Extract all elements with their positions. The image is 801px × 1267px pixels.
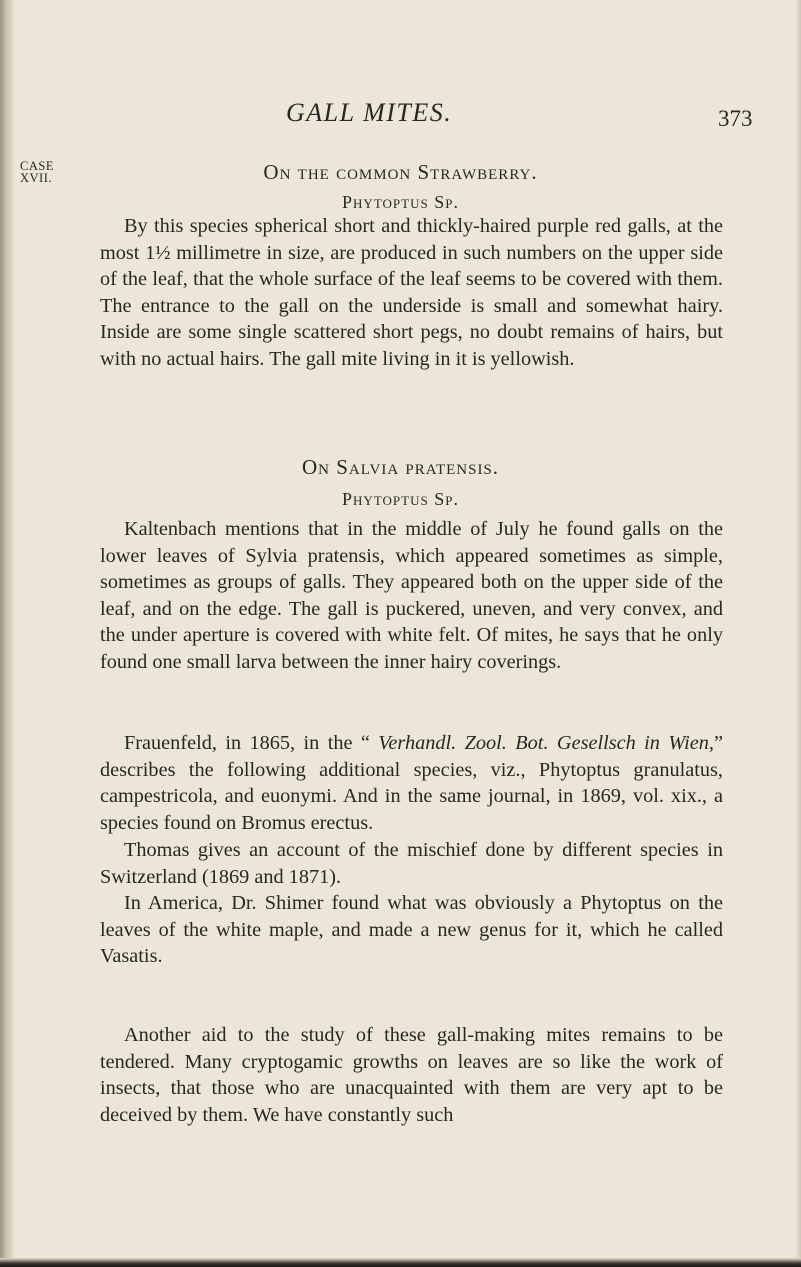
- paragraph-salvia-3: Thomas gives an account of the mischief done by different species in Switzerland (1869 and 1871).: [100, 839, 723, 888]
- section-title-strawberry: On the common Strawberry.: [263, 160, 538, 184]
- paragraph-salvia-4: In America, Dr. Shimer found what was obviously a Phytoptus on the leaves of the white maple, and made a new genus for it, which he called Vasatis.: [100, 892, 723, 968]
- section-subtitle-strawberry: Phytoptus Sp.: [342, 192, 459, 212]
- page-edge-shadow: [795, 0, 801, 1267]
- paragraph-salvia-2: [100, 730, 723, 836]
- paragraph-salvia-1: Kaltenbach mentions that in the middle of July he found galls on the lower leaves of Sylvia pratensis, which appeared sometimes as simple, sometimes as groups of galls. They appeared both on the upper side of the leaf, and on the edge. The gall is puckered, uneven, and very convex, and the under aperture is covered with white felt. Of mites, he says that he only found one small larva between the inner hairy coverings.: [100, 518, 723, 673]
- margin-note-line-1: CASE: [20, 159, 54, 173]
- paragraph-strawberry-1: By this species spherical short and thickly-haired purple red galls, at the most 1½ millimetre in size, are produced in such numbers on the upper side of the leaf, that the whole surface of the leaf seems to be covered with them. The entrance to the gall on the underside is small and somewhat hairy. Inside are some single scattered short pegs, no doubt remains of hairs, but with no actual hairs. The gall mite living in it is yellowish.: [100, 215, 723, 370]
- paragraph-salvia-2-before: Frauenfeld, in 1865, in the “: [124, 732, 379, 754]
- page-number: 373: [718, 106, 753, 131]
- section-subtitle-salvia: Phytoptus Sp.: [342, 489, 459, 509]
- running-head: GALL MITES.: [286, 98, 453, 127]
- binding-gutter: [0, 0, 14, 1267]
- margin-note-line-2: XVII.: [20, 171, 53, 185]
- paragraph-salvia-2-after: ” describes the following additional species, viz., Phytoptus granulatus, campestricola, and euonymi. And in the same journal, in 1869, vol. xix., a species found on Bromus erectus.: [100, 732, 723, 834]
- paragraph-salvia-5: Another aid to the study of these gall-making mites remains to be tendered. Many cryptogamic growths on leaves are so like the work of insects, that those who are unacquainted with them are very apt to be deceived by them. We have constantly such: [100, 1024, 723, 1126]
- journal-title: Verhandl. Zool. Bot. Gesellsch in Wien,: [378, 732, 714, 754]
- section-title-salvia: On Salvia pratensis.: [301, 455, 500, 479]
- page-bottom-edge: [0, 1258, 801, 1267]
